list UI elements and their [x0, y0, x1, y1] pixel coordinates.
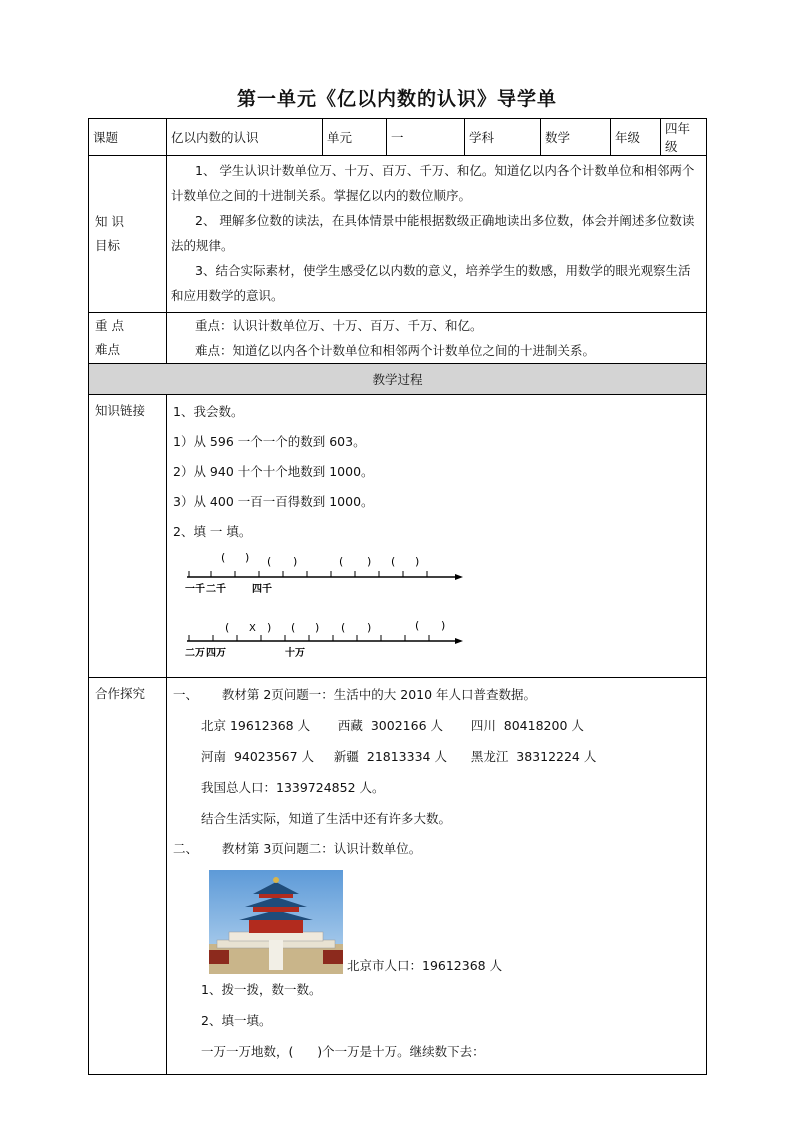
difficult-point: 难点：知道亿以内各个计数单位和相邻两个计数单位之间的十进制关系。: [195, 343, 596, 358]
objectives-content: [167, 156, 707, 313]
nl2-blank: (: [341, 621, 346, 634]
topic-value: 亿以内数的认识: [167, 119, 323, 156]
knowledge-line: 3）从 400 一百一百得数到 1000。: [173, 494, 374, 509]
grade-label: 年级: [611, 119, 661, 156]
population-item: 新疆 21813334 人: [333, 749, 447, 764]
population-item: 四川 80418200 人: [470, 718, 584, 733]
cooperation-content: [167, 678, 707, 1075]
knowledge-link-content: [167, 395, 707, 678]
process-title-row: [89, 364, 707, 395]
objectives-label-line2: 目标: [95, 238, 121, 253]
topic-label: 课题: [89, 119, 167, 156]
knowledge-link-row: [89, 395, 707, 678]
population-item: 北京 19612368 人: [201, 718, 311, 733]
nl1-blank: (: [221, 551, 226, 564]
nl1-blank: (: [339, 555, 344, 568]
nl2-blank: ): [367, 621, 372, 634]
page-title: 第一单元《亿以内数的认识》导学单: [236, 88, 557, 110]
population-item: 黑龙江 38312224 人: [470, 749, 597, 764]
number-line-1-ticks: [189, 571, 427, 577]
part2-heading: 二、 教材第 3页问题二：认识计数单位。: [173, 841, 422, 856]
nl2-blank: (: [291, 621, 296, 634]
conclusion: 结合生活实际，知道了生活中还有许多大数。: [201, 811, 452, 826]
nl1-blank: ): [367, 555, 372, 568]
number-line-2-arrow: [455, 638, 463, 644]
knowledge-line: 2）从 940 十个十个地数到 1000。: [173, 464, 374, 479]
nl2-blank: X: [249, 623, 256, 634]
cooperation-row: [89, 678, 707, 1075]
objectives-label: [89, 156, 167, 313]
nl2-blank: ): [315, 621, 320, 634]
nl1-blank: (: [267, 555, 272, 568]
nl2-blank: (: [415, 619, 420, 632]
knowledge-line: 2、填 一 填。: [173, 524, 252, 539]
objectives-label-line1: 知 识: [95, 214, 124, 229]
nl1-label: 一千: [185, 584, 205, 595]
knowledge-line: 1）从 596 一个一个的数到 603。: [173, 434, 366, 449]
knowledge-line: 1、我会数。: [173, 404, 244, 419]
nl1-blank: ): [293, 555, 298, 568]
number-line-2-ticks: [189, 635, 429, 641]
nl2-label: 十万: [285, 648, 305, 659]
objective-item: 1、 学生认识计数单位万、十万、百万、千万、和亿。知道亿以内各个计数单位和相邻两个计数单位之间的十进制关系。掌握亿以内的数位顺序。: [171, 163, 695, 203]
objective-item: 3、结合实际素材，使学生感受亿以内数的意义，培养学生的数感，用数学的眼光观察生活和应用数学的意识。: [171, 263, 691, 303]
nl1-blank: ): [415, 555, 420, 568]
nl2-label: 四万: [206, 648, 226, 659]
key-points-label: [89, 313, 167, 364]
nl1-blank: ): [245, 551, 250, 564]
population-item: 西藏 3002166 人: [337, 718, 443, 733]
part1-heading: 一、 教材第 2页问题一：生活中的大 2010 年人口普查数据。: [173, 687, 537, 702]
objective-item: 2、 理解多位数的读法，在具体情景中能根据数级正确地读出多位数，体会并阐述多位数读法的规律。: [171, 213, 695, 253]
header-row: [89, 119, 707, 156]
unit-value: 一: [387, 119, 465, 156]
nl1-label: 四千: [252, 584, 272, 595]
study-guide-table: [88, 118, 707, 1075]
key-points-row: [89, 313, 707, 364]
step: 2、填一填。: [201, 1013, 272, 1028]
cooperation-label: 合作探究: [89, 678, 167, 1075]
key-point: 重点：认识计数单位万、十万、百万、千万、和亿。: [195, 318, 483, 333]
number-line-1-arrow: [455, 574, 463, 580]
population-row-1: [171, 710, 702, 741]
subject-value: 数学: [541, 119, 611, 156]
nl2-blank: ): [441, 619, 446, 632]
nl2-label: 二万: [185, 648, 205, 659]
knowledge-link-label: 知识链接: [89, 395, 167, 678]
temple-of-heaven-illustration: [209, 870, 343, 974]
objectives-row: [89, 156, 707, 313]
image-caption: 北京市人口：19612368 人: [347, 958, 503, 973]
temple-of-heaven-photo: [209, 870, 343, 974]
population-item: 河南 94023567 人: [201, 749, 315, 764]
unit-label: 单元: [323, 119, 387, 156]
step: 1、拨一拨，数一数。: [201, 982, 322, 997]
key-points-content: [167, 313, 707, 364]
image-block: [171, 864, 702, 974]
total-population: 我国总人口：1339724852 人。: [201, 780, 385, 795]
nl2-blank: (: [225, 621, 230, 634]
step: 一万一万地数，( )个一万是十万。继续数下去：: [201, 1044, 485, 1059]
nl1-blank: (: [391, 555, 396, 568]
population-row-2: [171, 741, 702, 772]
grade-value: 四年级: [661, 119, 707, 156]
key-points-label-line1: 重 点: [95, 318, 124, 333]
number-lines: [185, 547, 475, 665]
key-points-label-line2: 难点: [95, 342, 121, 357]
nl1-label: 二千: [206, 584, 226, 595]
subject-label: 学科: [465, 119, 541, 156]
process-title: 教学过程: [89, 364, 707, 395]
nl2-blank: ): [267, 621, 272, 634]
